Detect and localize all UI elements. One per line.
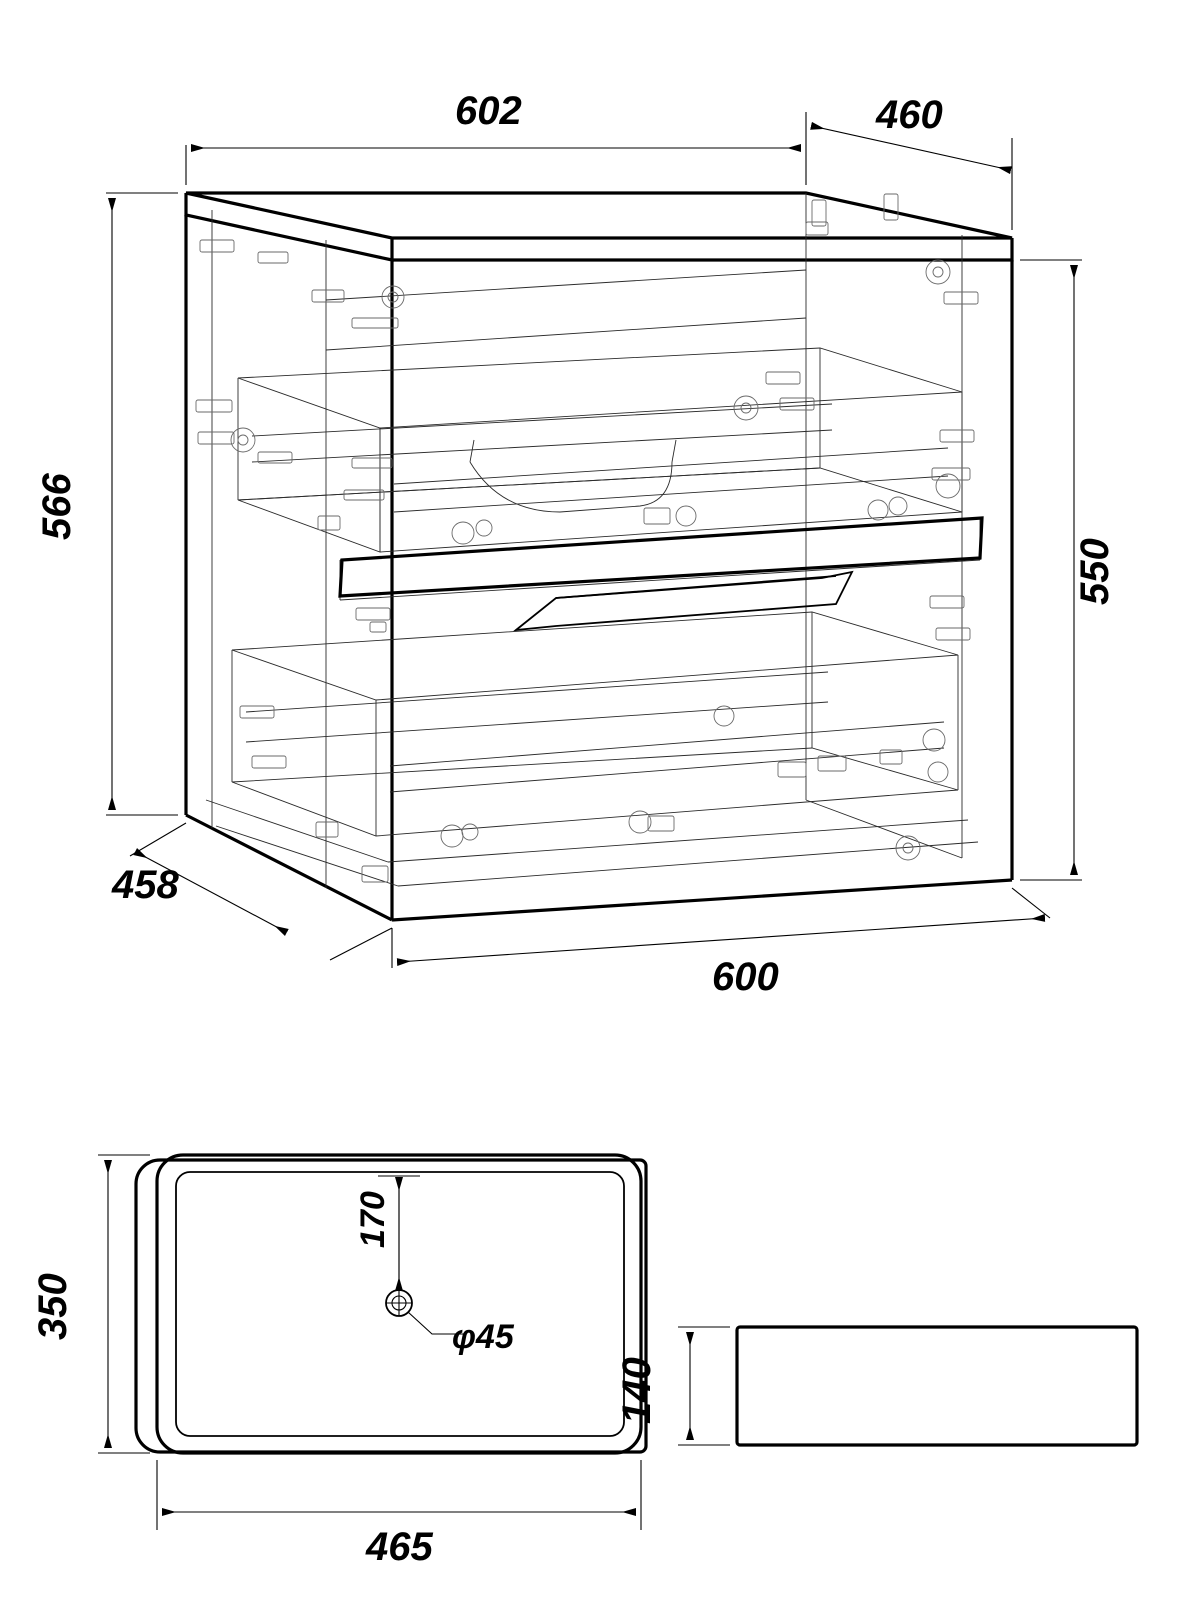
- basin-side-view: [615, 1327, 1137, 1445]
- cabinet-internal-construction: [206, 193, 980, 888]
- dim-basin-width: 465: [366, 1525, 433, 1569]
- dim-basin-taphole-diameter: φ45: [452, 1318, 514, 1356]
- dim-basin-height: 140: [615, 1357, 659, 1424]
- cabinet-iso-view: [35, 89, 1117, 999]
- dim-cabinet-depth-bottom: 458: [112, 863, 179, 907]
- cabinet-extension-lines: [106, 112, 1082, 968]
- dim-cabinet-width-top: 602: [455, 89, 522, 133]
- basin-width-dim: [157, 1460, 641, 1530]
- drawer-handle: [516, 572, 852, 630]
- dim-cabinet-height-right: 550: [1073, 538, 1117, 605]
- basin-height-dim: [678, 1327, 730, 1445]
- dim-cabinet-depth-top: 460: [876, 93, 943, 137]
- dim-basin-depth: 350: [31, 1273, 75, 1340]
- basin-side-body: [737, 1327, 1137, 1445]
- dim-basin-taphole-offset: 170: [354, 1191, 392, 1248]
- drawer-front-top: [340, 518, 982, 596]
- basin-top-view: [31, 1155, 646, 1569]
- dim-cabinet-height-left: 566: [35, 473, 79, 540]
- dim-cabinet-width-bottom: 600: [712, 955, 779, 999]
